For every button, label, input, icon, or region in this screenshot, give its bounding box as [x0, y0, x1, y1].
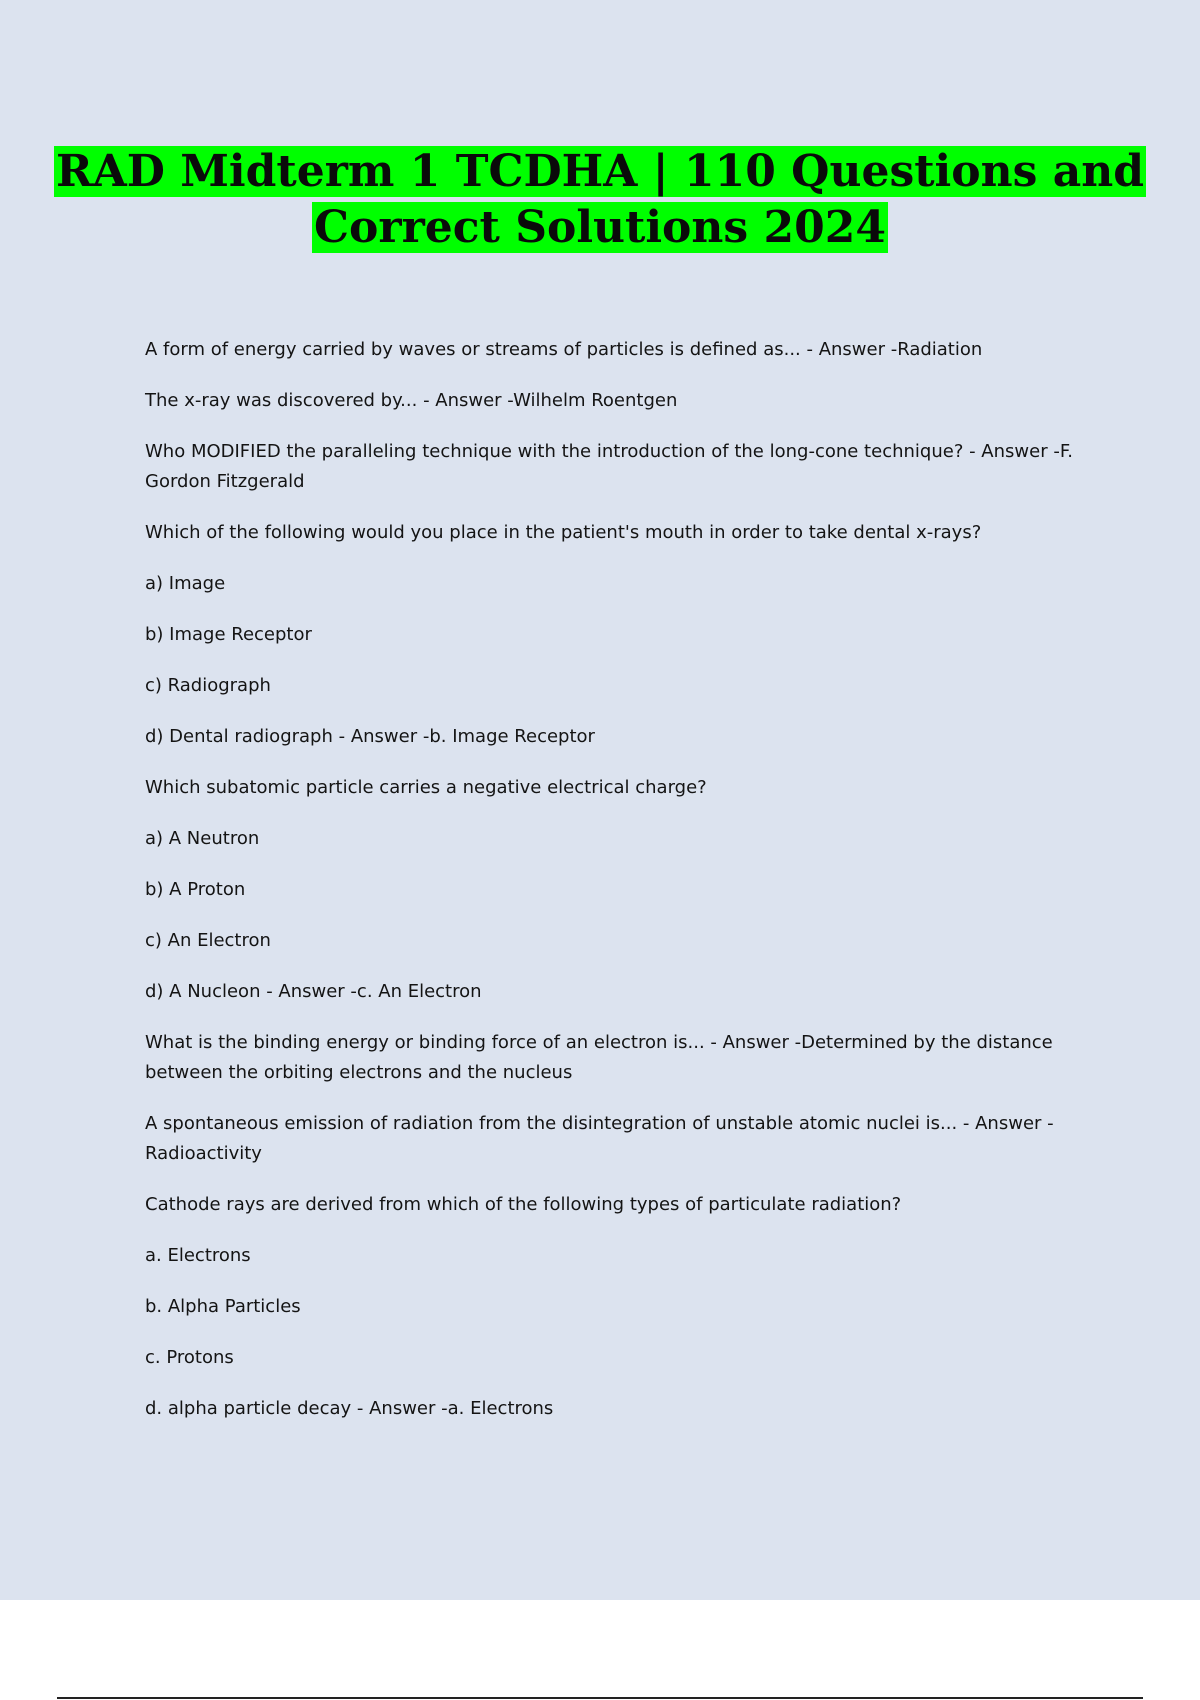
- qa-paragraph: What is the binding energy or binding force of an electron is... - Answer -Determined by the distance between the orbiting electrons and the nucleus: [145, 1032, 1053, 1083]
- qa-paragraph: Cathode rays are derived from which of the following types of particulate radiation?: [145, 1194, 902, 1215]
- answer-option: b. Alpha Particles: [145, 1296, 301, 1317]
- answer-option: d) Dental radiograph - Answer -b. Image Receptor: [145, 726, 595, 747]
- footer-divider: [57, 1697, 1143, 1699]
- qa-paragraph: Which of the following would you place in the patient's mouth in order to take dental x-rays?: [145, 522, 982, 543]
- answer-option: c) An Electron: [145, 930, 271, 951]
- answer-option: d) A Nucleon - Answer -c. An Electron: [145, 981, 482, 1002]
- answer-option: a. Electrons: [145, 1245, 251, 1266]
- qa-paragraph: Who MODIFIED the paralleling technique with the introduction of the long-cone technique? - Answer -F. Gordon Fitzgerald: [145, 441, 1074, 492]
- title-line-2: Correct Solutions 2024: [314, 202, 886, 253]
- answer-option: b) A Proton: [145, 879, 246, 900]
- answer-option: b) Image Receptor: [145, 624, 312, 645]
- qa-paragraph: The x-ray was discovered by... - Answer -Wilhelm Roentgen: [145, 390, 678, 411]
- qa-paragraph: A form of energy carried by waves or streams of particles is defined as... - Answer -Radiation: [145, 339, 983, 360]
- answer-option: c) Radiograph: [145, 675, 271, 696]
- document-title: [0, 144, 1200, 256]
- answer-option: c. Protons: [145, 1347, 234, 1368]
- answer-option: a) A Neutron: [145, 828, 260, 849]
- question-answer-list: [145, 335, 1085, 1445]
- answer-option: a) Image: [145, 573, 226, 594]
- qa-paragraph: A spontaneous emission of radiation from the disintegration of unstable atomic nuclei is... - Answer - Radioactivity: [145, 1113, 1054, 1164]
- qa-paragraph: Which subatomic particle carries a negative electrical charge?: [145, 777, 707, 798]
- title-line-1: RAD Midterm 1 TCDHA | 110 Questions and: [56, 146, 1144, 197]
- answer-option: d. alpha particle decay - Answer -a. Electrons: [145, 1398, 554, 1419]
